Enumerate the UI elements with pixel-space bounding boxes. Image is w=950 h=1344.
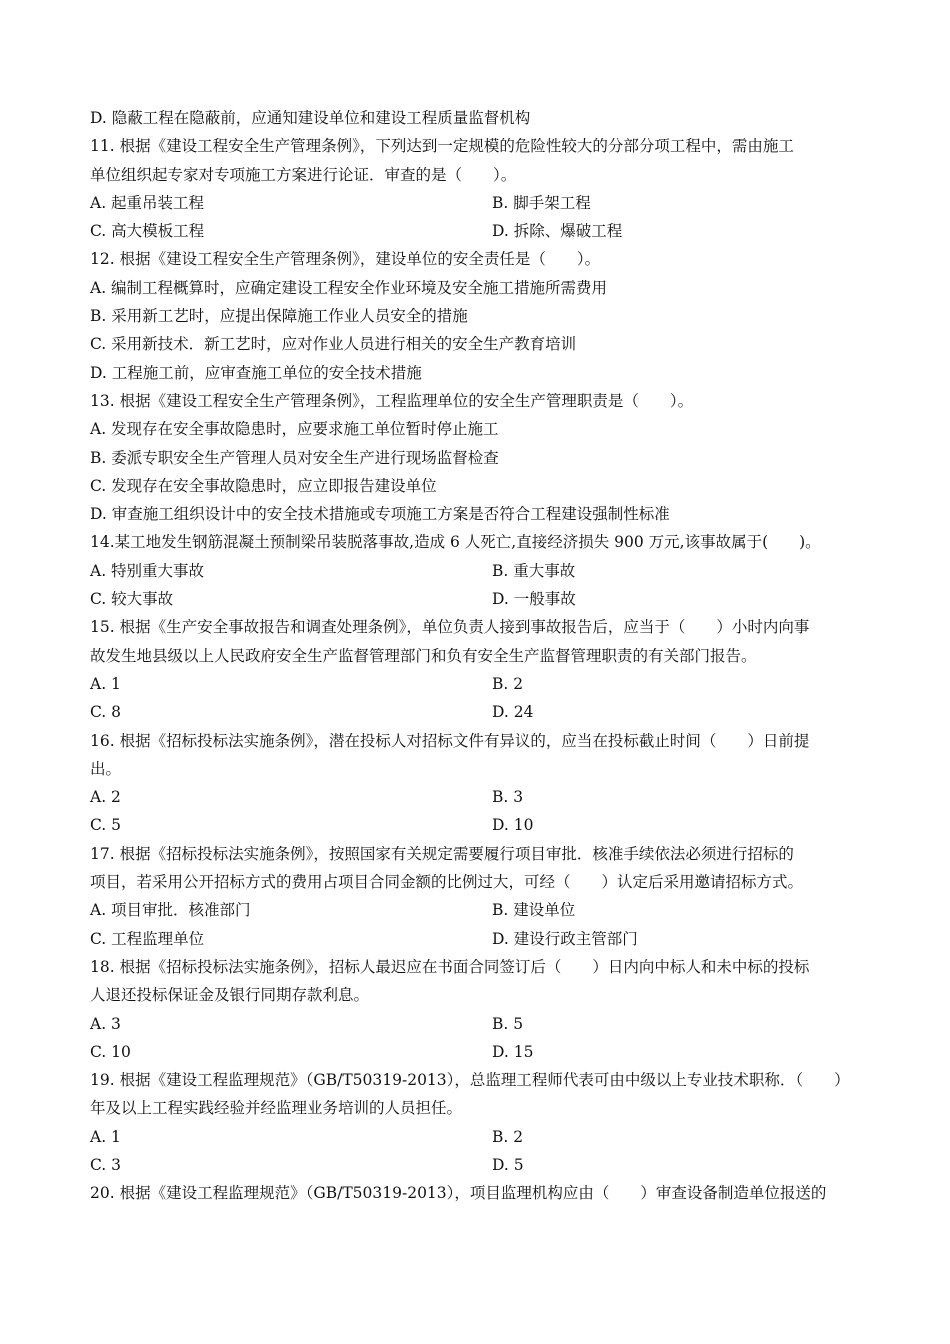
question-stem-line: 出。 [90,759,122,778]
option-row [90,925,862,953]
question-stem-line: 故发生地县级以上人民政府安全生产监督管理部门和负有安全生产监督管理职责的有关部门报告。 [90,646,757,665]
exam-page [90,104,862,1208]
option-c: C. 3 [90,1155,122,1174]
question-block [90,245,862,386]
option-row [90,1038,862,1066]
question-stem-line: 20. 根据《建设工程监理规范》（GB/T50319-2013），项目监理机构应由（ ）审查设备制造单位报送的 [90,1184,827,1203]
option-row [90,557,862,585]
option-b: B. 脚手架工程 [492,193,591,212]
option-row [90,698,862,726]
option-d: D. 10 [492,816,534,835]
option-d: D. 24 [492,703,534,722]
option-row [90,1151,862,1179]
question-stem-line: 14.某工地发生钢筋混凝土预制梁吊装脱落事故,造成 6 人死亡,直接经济损失 900 万元,该事故属于( )。 [90,533,821,552]
option-text: D. 隐蔽工程在隐蔽前，应通知建设单位和建设工程质量监督机构 [90,109,531,127]
option-b: B. 重大事故 [492,561,576,580]
question-block [90,132,862,245]
question-stem-line: 16. 根据《招标投标法实施条例》，潜在投标人对招标文件有异议的，应当在投标截止时间（ ）日前提 [90,731,810,750]
option-d: D. 工程施工前，应审查施工单位的安全技术措施 [90,363,422,382]
option-a: A. 2 [90,788,121,807]
option-c: C. 8 [90,703,122,722]
question-stem-line: 15. 根据《生产安全事故报告和调查处理条例》，单位负责人接到事故报告后，应当于（ ）小时内向事 [90,618,810,637]
question-block [90,953,862,1066]
question-stem-line: 18. 根据《招标投标法实施条例》，招标人最迟应在书面合同签订后（ ）日内向中标人和未中标的投标 [90,957,810,976]
question-stem-line: 年及以上工程实践经验并经监理业务培训的人员担任。 [90,1099,463,1118]
option-b: B. 建设单位 [492,901,576,920]
option-c: C. 发现存在安全事故隐患时，应立即报告建设单位 [90,476,437,495]
option-row [90,783,862,811]
option-d: D. 一般事故 [492,590,576,609]
option-a: A. 编制工程概算时，应确定建设工程安全作业环境及安全施工措施所需费用 [90,278,608,297]
option-c: C. 工程监理单位 [90,929,205,948]
option-c: C. 较大事故 [90,590,174,609]
option-b: B. 5 [492,1014,524,1033]
question-stem-line: 11. 根据《建设工程安全生产管理条例》，下列达到一定规模的危险性较大的分部分项工程中，需由施工 [90,137,794,156]
option-b: B. 采用新工艺时，应提出保障施工作业人员安全的措施 [90,307,468,326]
option-b: B. 3 [492,788,524,807]
option-row [90,585,862,613]
option-row [90,217,862,245]
question-block [90,840,862,953]
option-row [90,896,862,924]
question-block [90,1066,862,1179]
option-a: A. 3 [90,1014,121,1033]
question-block [90,1179,862,1207]
option-d: D. 审查施工组织设计中的安全技术措施或专项施工方案是否符合工程建设强制性标准 [90,505,670,524]
option-d: D. 拆除、爆破工程 [492,222,623,241]
question-block [90,727,862,840]
option-row [90,1123,862,1151]
option-a: A. 1 [90,674,121,693]
option-d: D. 15 [492,1042,534,1061]
question-block [90,613,862,726]
option-b: B. 2 [492,1127,524,1146]
question-stem-line: 12. 根据《建设工程安全生产管理条例》，建设单位的安全责任是（ ）。 [90,250,601,269]
question-stem-line: 19. 根据《建设工程监理规范》（GB/T50319-2013），总监理工程师代表可由中级以上专业技术职称．（ ） [90,1071,850,1090]
question-list [90,132,862,1207]
option-b: B. 委派专职安全生产管理人员对安全生产进行现场监督检查 [90,448,499,467]
option-row [90,189,862,217]
option-c: C. 5 [90,816,122,835]
option-c: C. 采用新技术．新工艺时，应对作业人员进行相关的安全生产教育培训 [90,335,577,354]
question-stem-line: 单位组织起专家对专项施工方案进行论证．审查的是（ ）。 [90,165,517,184]
question-block [90,387,862,528]
question-stem-line: 13. 根据《建设工程安全生产管理条例》，工程监理单位的安全生产管理职责是（ ）。 [90,391,694,410]
option-d: D. 建设行政主管部门 [492,929,638,948]
option-a: A. 发现存在安全事故隐患时，应要求施工单位暂时停止施工 [90,420,499,439]
option-c: C. 高大模板工程 [90,222,205,241]
option-b: B. 2 [492,674,524,693]
option-a: A. 起重吊装工程 [90,193,205,212]
option-a: A. 1 [90,1127,121,1146]
question-stem-line: 项目，若采用公开招标方式的费用占项目合同金额的比例过大，可经（ ）认定后采用邀请招标方式。 [90,873,804,892]
option-row [90,811,862,839]
question-stem-line: 人退还投标保证金及银行同期存款利息。 [90,986,370,1005]
option-c: C. 10 [90,1042,131,1061]
option-row [90,670,862,698]
question-block [90,528,862,613]
question-stem-line: 17. 根据《招标投标法实施条例》，按照国家有关规定需要履行项目审批．核准手续依法必须进行招标的 [90,844,794,863]
option-a: A. 特别重大事故 [90,561,205,580]
option-d: D. 5 [492,1155,524,1174]
option-a: A. 项目审批．核准部门 [90,901,251,920]
option-row [90,1010,862,1038]
